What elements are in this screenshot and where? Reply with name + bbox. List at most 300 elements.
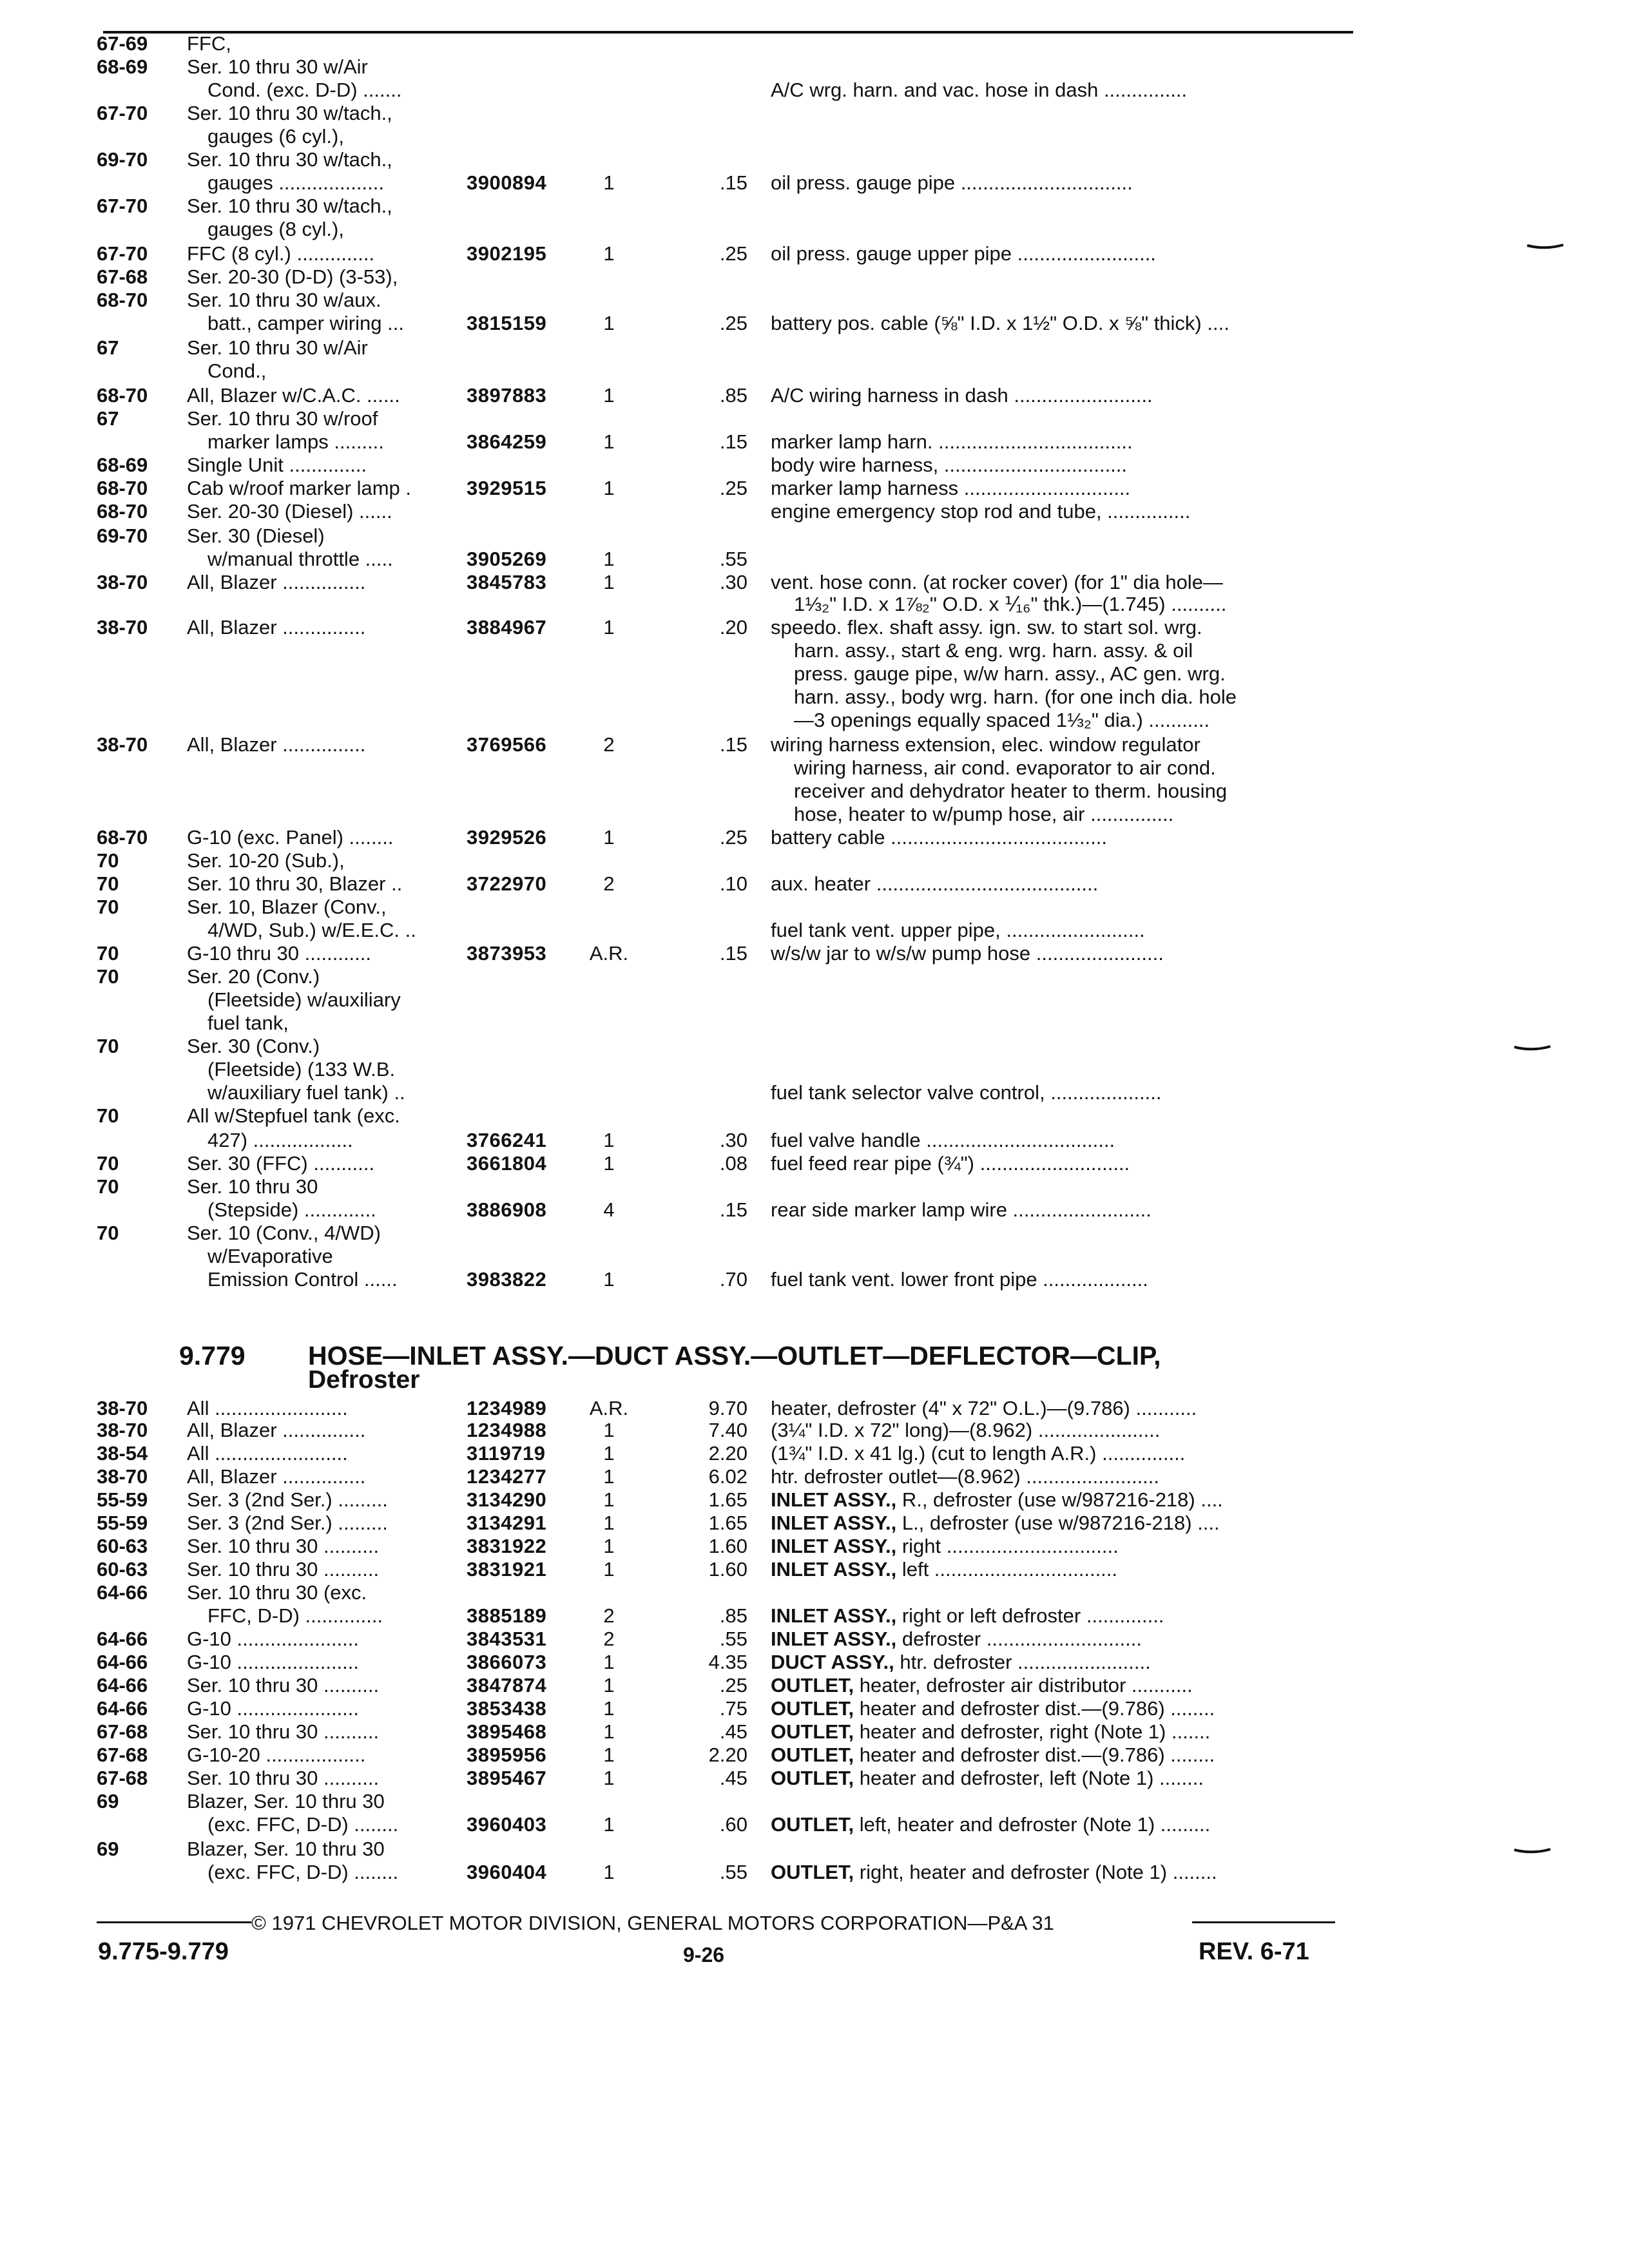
quantity: 1 [603,1861,615,1883]
table-row [0,546,1629,572]
model-years: 67-68 [97,1767,148,1789]
description: speedo. flex. shaft assy. ign. sw. to start sol. wrg. [771,616,1202,639]
model-years: 68-69 [97,55,148,78]
model-years: 68-70 [97,826,148,849]
application: (Fleetside) (133 W.B. [207,1058,396,1081]
quantity: 1 [603,430,615,453]
model-years: 38-70 [97,733,148,756]
description: —3 openings equally spaced 1⅓₂" dia.) ........... [794,709,1210,731]
application: gauges (6 cyl.), [207,125,344,148]
table-row [0,918,1629,943]
price: .55 [719,548,747,570]
price: .15 [719,733,747,756]
application: Ser. 10, Blazer (Conv., [187,896,387,918]
table-row [0,1649,1629,1675]
price: 7.40 [708,1419,747,1441]
quantity: 1 [603,1813,615,1836]
description: OUTLET, heater and defroster dist.—(9.786) ........ [771,1744,1215,1766]
part-number: 3929515 [467,477,547,499]
description: OUTLET, heater, defroster air distributor ........... [771,1674,1193,1696]
quantity: A.R. [589,942,629,965]
description: receiver and dehydrator heater to therm. housing [794,780,1228,802]
margin-mark [1526,244,1565,250]
application: 427) .................. [207,1129,353,1151]
price: .85 [719,384,747,407]
application: All, Blazer ............... [187,571,366,593]
price: 9.70 [708,1397,747,1419]
table-row [0,1580,1629,1606]
model-years: 38-70 [97,1397,148,1419]
table-row [0,193,1629,219]
table-row [0,335,1629,361]
application: marker lamps ......... [207,430,384,453]
application: Ser. 10 thru 30 (exc. [187,1581,367,1604]
description: OUTLET, heater and defroster, left (Note 1) ........ [771,1767,1204,1789]
part-number: 1234277 [467,1465,547,1488]
model-years: 67-68 [97,1744,148,1766]
application: Blazer, Ser. 10 thru 30 [187,1790,385,1812]
description: hose, heater to w/pump hose, air ............... [794,803,1174,825]
description: (3¼" I.D. x 72" long)—(8.962) ...................... [771,1419,1161,1441]
model-years: 38-70 [97,571,148,593]
description: rear side marker lamp wire ......................... [771,1198,1152,1221]
description: DUCT ASSY., htr. defroster ........................ [771,1651,1151,1673]
application: G-10 ...................... [187,1697,360,1720]
table-row [0,1174,1629,1200]
table-row [0,1197,1629,1223]
description: A/C wrg. harn. and vac. hose in dash ............... [771,79,1188,101]
quantity: 1 [603,1512,615,1534]
description: INLET ASSY., left ................................. [771,1558,1118,1581]
application: Blazer, Ser. 10 thru 30 [187,1838,385,1860]
price: .60 [719,1813,747,1836]
quantity: 1 [603,171,615,194]
footer-copyright: © 1971 CHEVROLET MOTOR DIVISION, GENERAL MOTORS CORPORATION—P&A 31 [251,1912,1054,1934]
price: .30 [719,1129,747,1151]
table-row [0,1128,1629,1153]
application: (Stepside) ............. [207,1198,376,1221]
application: G-10 (exc. Panel) ........ [187,826,394,849]
application: gauges ................... [207,171,384,194]
quantity: 1 [603,1268,615,1291]
table-row [0,31,1629,57]
part-number: 3900894 [467,171,547,194]
quantity: 1 [603,477,615,499]
application: Ser. 10 thru 30 w/aux. [187,289,381,311]
application: G-10 ...................... [187,1628,360,1650]
price: .45 [719,1767,747,1789]
part-number: 3766241 [467,1129,547,1151]
application: Ser. 10 thru 30 w/Air [187,336,368,359]
part-number: 3864259 [467,430,547,453]
table-row [0,1418,1629,1443]
table-row [0,1533,1629,1559]
description: oil press. gauge upper pipe ......................... [771,242,1156,265]
price: .85 [719,1604,747,1627]
part-number: 3960403 [467,1813,547,1836]
table-row [0,964,1629,990]
part-number: 3897883 [467,384,547,407]
table-row [0,591,1629,617]
quantity: 1 [603,242,615,265]
application: Cond., [207,360,267,382]
table-row [0,707,1629,733]
application: G-10-20 .................. [187,1744,366,1766]
section-subtitle: Defroster [308,1366,420,1394]
quantity: 1 [603,1152,615,1175]
table-row [0,523,1629,549]
quantity: 1 [603,826,615,849]
price: 2.20 [708,1744,747,1766]
model-years: 68-70 [97,289,148,311]
table-row [0,684,1629,710]
table-row [0,871,1629,897]
application: Ser. 20 (Conv.) [187,965,320,988]
table-row [0,358,1629,384]
table-row [0,825,1629,850]
quantity: 1 [603,1465,615,1488]
model-years: 70 [97,942,119,965]
table-row [0,1103,1629,1129]
model-years: 38-70 [97,616,148,639]
table-row [0,406,1629,432]
table-row [0,124,1629,149]
quantity: 1 [603,1674,615,1696]
price: .55 [719,1861,747,1883]
part-number: 3929526 [467,826,547,849]
description: 1⅓₂" I.D. x 1⅞₂" O.D. x ⅟₁₆" thk.)—(1.745) .......... [794,593,1227,615]
application: Ser. 10-20 (Sub.), [187,849,345,872]
part-number: 3845783 [467,571,547,593]
footer-revision: REV. 6-71 [1199,1938,1309,1965]
table-row [0,452,1629,478]
model-years: 70 [97,1035,119,1057]
table-row [0,170,1629,196]
part-number: 3853438 [467,1697,547,1720]
table-row [0,1673,1629,1698]
application: Ser. 10 thru 30 w/Air [187,55,368,78]
model-years: 67-68 [97,1720,148,1743]
model-years: 64-66 [97,1628,148,1650]
table-row [0,848,1629,874]
part-number: 3905269 [467,548,547,570]
model-years: 38-70 [97,1465,148,1488]
table-row [0,383,1629,408]
price: 1.65 [708,1512,747,1534]
model-years: 70 [97,1152,119,1175]
part-number: 3769566 [467,733,547,756]
table-row [0,147,1629,173]
application: (exc. FFC, D-D) ........ [207,1813,399,1836]
price: 2.20 [708,1442,747,1465]
table-row [0,894,1629,920]
quantity: 1 [603,1419,615,1441]
description: battery cable ....................................... [771,826,1108,849]
application: w/auxiliary fuel tank) .. [207,1081,405,1104]
table-row [0,1487,1629,1513]
part-number: 3866073 [467,1651,547,1673]
description: htr. defroster outlet—(8.962) ........................ [771,1465,1160,1488]
table-row [0,1080,1629,1106]
application: Ser. 3 (2nd Ser.) ......... [187,1488,388,1511]
table-row [0,216,1629,242]
price: .15 [719,171,747,194]
price: 6.02 [708,1465,747,1488]
price: .25 [719,477,747,499]
application: 4/WD, Sub.) w/E.E.C. .. [207,919,416,941]
description: INLET ASSY., right ............................... [771,1535,1119,1557]
description: A/C wiring harness in dash ......................... [771,384,1153,407]
application: w/manual throttle ..... [207,548,393,570]
quantity: 1 [603,1488,615,1511]
model-years: 70 [97,872,119,895]
quantity: 2 [603,872,615,895]
table-row [0,1626,1629,1652]
table-row [0,264,1629,290]
application: Ser. 30 (Conv.) [187,1035,320,1057]
quantity: 1 [603,312,615,334]
table-row [0,987,1629,1013]
application: Ser. 10 thru 30 .......... [187,1767,380,1789]
quantity: 4 [603,1198,615,1221]
quantity: 1 [603,1129,615,1151]
description: fuel tank vent. upper pipe, ......................... [771,919,1145,941]
quantity: 1 [603,1697,615,1720]
model-years: 70 [97,896,119,918]
application: All, Blazer ............... [187,616,366,639]
application: All ........................ [187,1442,348,1465]
description: marker lamp harn. ................................... [771,430,1133,453]
price: .25 [719,1674,747,1696]
application: Emission Control ...... [207,1268,398,1291]
model-years: 68-69 [97,454,148,476]
model-years: 67-69 [97,32,148,55]
table-row [0,1010,1629,1036]
description: fuel tank vent. lower front pipe ................... [771,1268,1148,1291]
application: FFC, [187,32,231,55]
quantity: 2 [603,733,615,756]
price: .15 [719,1198,747,1221]
model-years: 67-70 [97,195,148,217]
application: gauges (8 cyl.), [207,218,344,240]
table-row [0,1742,1629,1768]
description: engine emergency stop rod and tube, ............... [771,500,1191,523]
description: fuel tank selector valve control, .................... [771,1081,1162,1104]
price: .10 [719,872,747,895]
application: G-10 ...................... [187,1651,360,1673]
section-number: 9.779 [179,1341,246,1370]
description: battery pos. cable (⅝" I.D. x 1½" O.D. x ⅝" thick) .... [771,312,1229,334]
model-years: 70 [97,965,119,988]
quantity: 1 [603,1558,615,1581]
footer-rule-right [1192,1921,1335,1923]
price: .20 [719,616,747,639]
application: w/Evaporative [207,1245,333,1267]
table-row [0,1057,1629,1082]
table-row [0,1789,1629,1814]
part-number: 3134291 [467,1512,547,1534]
description: fuel valve handle .................................. [771,1129,1115,1151]
table-row [0,54,1629,80]
application: All w/Stepfuel tank (exc. [187,1104,400,1127]
model-years: 69-70 [97,148,148,171]
price: 1.65 [708,1488,747,1511]
table-row [0,1557,1629,1582]
quantity: 1 [603,1535,615,1557]
part-number: 1234989 [467,1397,547,1419]
description: harn. assy., body wrg. harn. (for one inch dia. hole [794,686,1237,708]
price: .75 [719,1697,747,1720]
description: wiring harness extension, elec. window regulator [771,733,1200,756]
price: .15 [719,430,747,453]
description: oil press. gauge pipe ............................... [771,171,1133,194]
table-row [0,732,1629,758]
description: vent. hose conn. (at rocker cover) (for 1" dia hole— [771,571,1223,593]
table-row [0,287,1629,313]
part-number: 3843531 [467,1628,547,1650]
application: Ser. 10 thru 30 .......... [187,1558,380,1581]
application: Ser. 10 thru 30 [187,1175,318,1198]
price: .55 [719,1628,747,1650]
application: Ser. 10 thru 30 w/roof [187,407,378,430]
application: batt., camper wiring ... [207,312,404,334]
application: Ser. 10 thru 30 .......... [187,1674,380,1696]
description: INLET ASSY., defroster ............................ [771,1628,1142,1650]
application: Ser. 10 thru 30 w/tach., [187,148,392,171]
price: .70 [719,1268,747,1291]
table-row [0,1860,1629,1885]
table-row [0,615,1629,640]
description: aux. heater ........................................ [771,872,1099,895]
model-years: 64-66 [97,1651,148,1673]
model-years: 60-63 [97,1558,148,1581]
model-years: 69-70 [97,524,148,547]
part-number: 3847874 [467,1674,547,1696]
model-years: 70 [97,1175,119,1198]
application: FFC (8 cyl.) .............. [187,242,375,265]
part-number: 1234988 [467,1419,547,1441]
quantity: 1 [603,1651,615,1673]
model-years: 69 [97,1790,119,1812]
part-number: 3134290 [467,1488,547,1511]
part-number: 3831921 [467,1558,547,1581]
model-years: 68-70 [97,384,148,407]
part-number: 3895468 [467,1720,547,1743]
application: Ser. 30 (FFC) ........... [187,1152,375,1175]
price: 1.60 [708,1535,747,1557]
price: .25 [719,826,747,849]
table-row [0,1033,1629,1059]
model-years: 64-66 [97,1674,148,1696]
model-years: 64-66 [97,1697,148,1720]
part-number: 3902195 [467,242,547,265]
part-number: 3661804 [467,1152,547,1175]
quantity: 1 [603,1767,615,1789]
description: INLET ASSY., L., defroster (use w/987216-218) .... [771,1512,1220,1534]
table-row [0,1220,1629,1246]
description: OUTLET, left, heater and defroster (Note 1) ......... [771,1813,1211,1836]
quantity: 1 [603,384,615,407]
part-number: 3815159 [467,312,547,334]
part-number: 3119719 [467,1442,546,1465]
table-row [0,755,1629,781]
application: Ser. 20-30 (Diesel) ...... [187,500,392,523]
application: (exc. FFC, D-D) ........ [207,1861,399,1883]
margin-mark [1513,1045,1552,1052]
model-years: 55-59 [97,1488,148,1511]
table-row [0,1812,1629,1838]
model-years: 68-70 [97,500,148,523]
model-years: 60-63 [97,1535,148,1557]
table-row [0,1267,1629,1293]
quantity: 2 [603,1628,615,1650]
quantity: 2 [603,1604,615,1627]
table-row [0,802,1629,827]
application: FFC, D-D) .............. [207,1604,383,1627]
model-years: 55-59 [97,1512,148,1534]
part-number: 3884967 [467,616,547,639]
footer-page-number: 9-26 [683,1943,725,1966]
model-years: 69 [97,1838,119,1860]
application: Ser. 10 thru 30 .......... [187,1535,380,1557]
model-years: 38-70 [97,1419,148,1441]
application: Ser. 10 thru 30, Blazer .. [187,872,403,895]
model-years: 67-70 [97,242,148,265]
application: Ser. 10 thru 30 w/tach., [187,195,392,217]
description: INLET ASSY., right or left defroster .............. [771,1604,1164,1627]
quantity: 1 [603,1442,615,1465]
table-row [0,476,1629,501]
description: body wire harness, ................................. [771,454,1128,476]
description: OUTLET, heater and defroster dist.—(9.786) ........ [771,1697,1215,1720]
part-number: 3873953 [467,942,547,965]
model-years: 67-70 [97,102,148,124]
table-row [0,1510,1629,1536]
description: OUTLET, heater and defroster, right (Note 1) ....... [771,1720,1211,1743]
model-years: 64-66 [97,1581,148,1604]
description: (1¾" I.D. x 41 lg.) (cut to length A.R.) ............... [771,1442,1186,1465]
quantity: 1 [603,1744,615,1766]
application: Ser. 30 (Diesel) [187,524,325,547]
quantity: 1 [603,548,615,570]
part-number: 3895956 [467,1744,547,1766]
application: Cond. (exc. D-D) ....... [207,79,402,101]
price: .15 [719,942,747,965]
table-row [0,1765,1629,1791]
description: wiring harness, air cond. evaporator to air cond. [794,756,1216,779]
part-number: 3885189 [467,1604,547,1627]
description: harn. assy., start & eng. wrg. harn. assy. & oil [794,639,1193,662]
application: All, Blazer w/C.A.C. ...... [187,384,400,407]
table-row [0,311,1629,336]
price: .25 [719,242,747,265]
description: INLET ASSY., R., defroster (use w/987216-218) .... [771,1488,1223,1511]
application: All, Blazer ............... [187,1465,366,1488]
model-years: 38-54 [97,1442,148,1465]
table-row [0,77,1629,103]
description: OUTLET, right, heater and defroster (Note 1) ........ [771,1861,1217,1883]
table-row [0,241,1629,267]
application: Ser. 3 (2nd Ser.) ......... [187,1512,388,1534]
description: marker lamp harness .............................. [771,477,1131,499]
application: Ser. 10 thru 30 .......... [187,1720,380,1743]
table-row [0,1441,1629,1466]
application: Cab w/roof marker lamp . [187,477,411,499]
application: Ser. 20-30 (D-D) (3-53), [187,265,398,288]
model-years: 67 [97,407,119,430]
margin-mark [1513,1848,1552,1854]
price: 4.35 [708,1651,747,1673]
